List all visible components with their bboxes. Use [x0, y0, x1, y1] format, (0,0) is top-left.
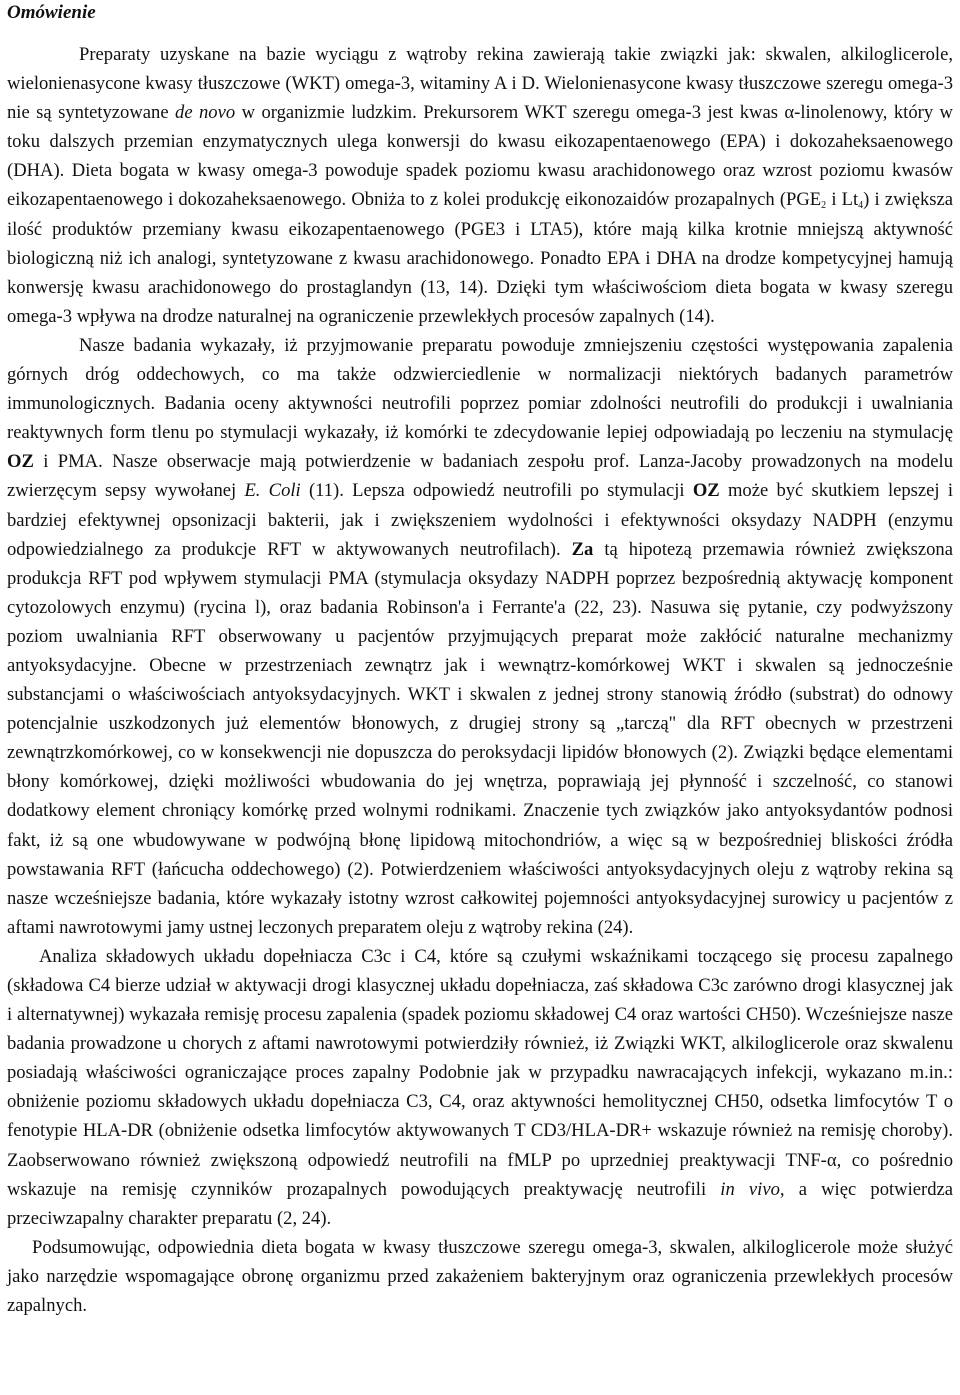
p1-italic-de-novo: de novo	[175, 102, 236, 124]
p2-text-c: i PMA. Nasze obserwacje mają potwierdzenie w badaniach zespołu prof. Lanza-Jacoby prowadzonych na modelu zwierzęcym sepsy wywołanej	[7, 451, 953, 502]
paragraph-complement	[7, 942, 953, 1233]
alpha-symbol: α	[784, 102, 795, 124]
p1-text-a: Preparaty uzyskane na bazie wyciągu z wątroby rekina zawierają takie związki jak: skwalen, alkiloglicerole, wielonienasycone kwasy tłuszczowe (WKT) omega-3, witaminy A i D. Wielonienasycone kwasy tłuszczowe szeregu omega-3 nie są syntetyzowane	[7, 44, 953, 124]
p2-italic-e-coli: E. Coli	[244, 480, 301, 502]
subscript-4: 4	[858, 200, 864, 212]
p1-text-f: ) i zwiększa ilość produktów przemiany kwasu eikozapentaenowego (PGE3 i LTA5), które mają kilka krotnie mniejszą aktywność biologiczną niż ich analogi, syntetyzowane z kwasu arachidonowego. Ponadto EPA i DHA na drodze kompetycyjnej hamują konwersję kwasu arachidonowego do prostaglandyn (13, 14). Dzięki tym właściwościom dieta bogata w kwasy szeregu omega-3 wpływa na drodze naturalnej na ograniczenie przewlekłych procesów zapalnych (14).	[7, 189, 953, 327]
p2-text-i: tą hipotezą przemawia również zwiększona produkcja RFT pod wpływem stymulacji PMA (stymulacja oksydazy NADPH poprzez bezpośrednią aktywację komponent cytozolowych enzymu) (rycina l), oraz badania Robinson'a i Ferrante'a (22, 23). Nasuwa się pytanie, czy podwyższony poziom uwalniania RFT obserwowany u pacjentów przyjmujących preparat może zakłócić naturalne mechanizmy antyoksydacyjne. Obecne w przestrzeniach zewnątrz jak i wewnątrz-komórkowej WKT i skwalen są jednocześnie substancjami o właściwościach antyoksydacyjnych. WKT i skwalen z jednej strony stanowią źródło (substrat) do odnowy potencjalnie uszkodzonych już elementów błonowych, z drugiej strony są „tarczą" dla RFT obecnych w przestrzeni zewnątrzkomórkowej, co w konsekwencji nie dopuszcza do peroksydacji lipidów błonowych (2). Związki będące elementami błony komórkowej, dzięki możliwości wbudowania do jej wnętrza, poprawiają jej płynność i szczelność, co stanowi dodatkowy element chroniący komórkę przed wolnymi rodnikami. Znaczenie tych związków jako antyoksydantów podnosi fakt, iż są one wbudowywane w podwójną błonę lipidową mitochondriów, a więc są w bezpośredniej bliskości źródła powstawania RFT (łańcucha oddechowego) (2). Potwierdzeniem właściwości antyoksydacyjnych oleju z wątroby rekina są nasze wcześniejsze badania, które wykazały istotny wzrost całkowitej pojemności antyoksydacyjnej surowicy u pacjentów z aftami nawrotowymi jamy ustnej leczonych preparatem oleju z wątroby rekina (24).	[7, 538, 953, 938]
alpha-symbol: α	[826, 1149, 837, 1171]
p2-bold-oz-1: OZ	[7, 451, 34, 473]
p2-text-a: Nasze badania wykazały, iż przyjmowanie preparatu powoduje zmniejszeniu częstości występowania zapalenia górnych dróg oddechowych, co ma także odzwierciedlenie w normalizacji niektórych badanych parametrów immunologicznych. Badania oceny aktywności neutrofili poprzez pomiar zdolności neutrofili do produkcji i uwalniania reaktywnych form tlenu po stymulacji wykazały, iż komórki te zdecydowanie lepiej odpowiadają po leczeniu na stymulację	[7, 334, 953, 444]
subscript-2: 2	[821, 200, 827, 212]
p2-text-g: może być skutkiem lepszej i bardziej efektywnej opsonizacji bakterii, jak i zwiększeniem wydolności i efektywności oksydazy NADPH (enzymu odpowiedzialnego za produkcje RFT w aktywowanych neutrofilach).	[7, 480, 953, 560]
paragraph-research	[7, 331, 953, 942]
p2-text-e: (11). Lepsza odpowiedź neutrofili po stymulacji	[300, 480, 693, 502]
p3-text-b: , co pośrednio wskazuje na remisję czynników prozapalnych powodujących preaktywację neutrofili	[7, 1149, 954, 1200]
paragraph-omega3	[7, 40, 953, 331]
p3-italic-in-vivo: in vivo,	[720, 1178, 785, 1200]
p3-text-d: a więc potwierdza przeciwzapalny charakter preparatu (2, 24).	[7, 1178, 953, 1229]
p1-text-e: i Lt	[826, 189, 859, 211]
p2-bold-oz-2: OZ	[692, 480, 720, 502]
p2-bold-za: Za	[571, 538, 594, 560]
p1-text-d: -linolenowy, który w toku dalszych przemian enzymatycznych ulega konwersji do kwasu eikozapentaenowego (EPA) i dokozaheksaenowego (DHA). Dieta bogata w kwasy omega-3 powoduje spadek poziomu kwasu arachidonowego oraz wzrost poziomu kwasów eikozapentaenowego i dokozaheksaenowego. Obniża to z kolei produkcję eikonozaidów prozapalnych (PGE	[7, 102, 953, 211]
p1-text-c: w organizmie ludzkim. Prekursorem WKT szeregu omega-3 jest kwas	[235, 102, 785, 124]
section-heading: Omówienie	[7, 2, 96, 23]
paragraph-summary: Podsumowując, odpowiednia dieta bogata w kwasy tłuszczowe szeregu omega-3, skwalen, alkiloglicerole może służyć jako narzędzie wspomagające obronę organizmu przed zakażeniem bakteryjnym oraz ograniczenia przewlekłych procesów zapalnych.	[7, 1236, 953, 1317]
p3-text-a: Analiza składowych układu dopełniacza C3c i C4, które są czułymi wskaźnikami toczącego się procesu zapalnego (składowa C4 bierze udział w aktywacji drogi klasycznej układu dopełniacza, zaś składowa C3c zarówno drogi klasycznej jak i alternatywnej) wykazała remisję procesu zapalenia (spadek poziomu składowej C4 oraz wartości CH50). Wcześniejsze nasze badania prowadzone u chorych z aftami nawrotowymi potwierdziły również, iż Związki WKT, alkiloglicerole oraz skwalenu posiadają właściwości ograniczające proces zapalny Podobnie jak w przypadku nawracających infekcji, wykazano m.in.: obniżenie poziomu składowych układu dopełniacza C3, C4, oraz aktywności hemolitycznej CH50, odsetka limfocytów T o fenotypie HLA-DR (obniżenie odsetka limfocytów aktywowanych T CD3/HLA-DR+ wskazuje również na remisję choroby). Zaobserwowano również zwiększoną odpowiedź neutrofili na fMLP po uprzedniej preaktywacji TNF-	[7, 945, 953, 1171]
